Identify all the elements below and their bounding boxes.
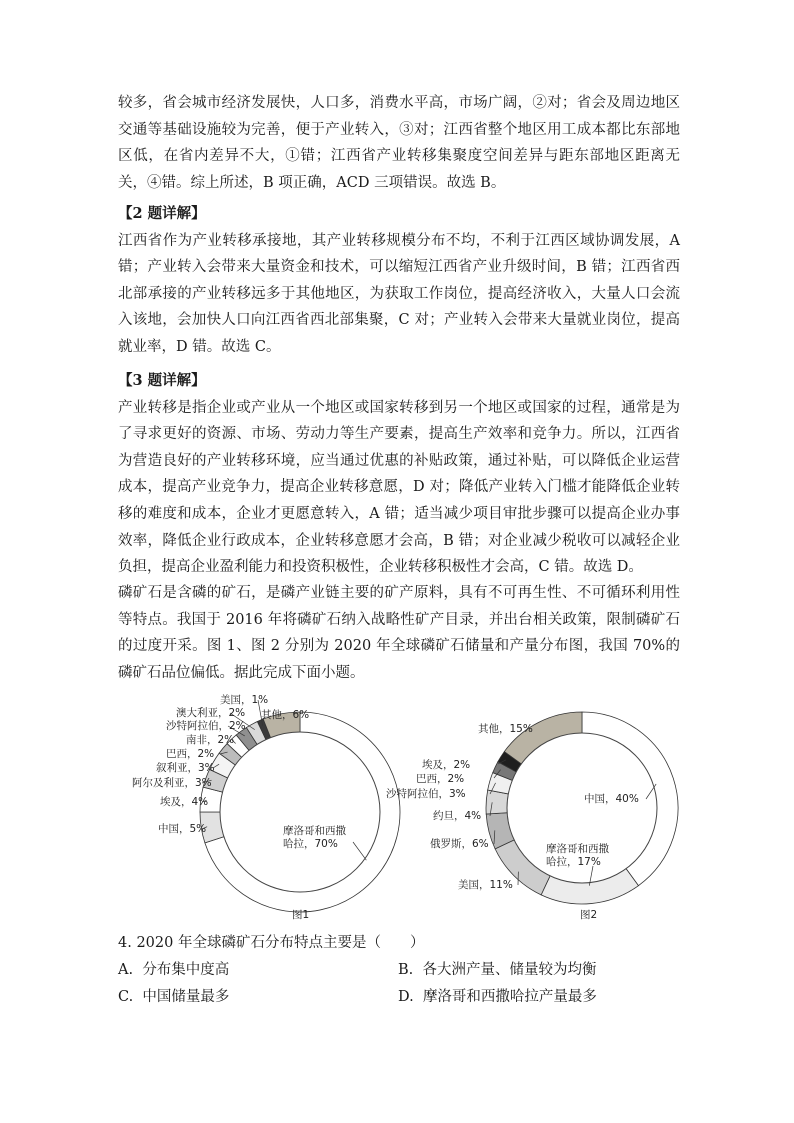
section-heading: 【2 题详解】 — [118, 205, 206, 222]
slice-label: 摩洛哥和西撒 — [283, 825, 346, 837]
slice-label: 南非，2% — [186, 734, 235, 746]
paragraph-text: 较多，省会城市经济发展快，人口多，消费水平高，市场广阔，②对；省会及周边地区交通等基础设施较为完善，便于产业转入，③对；江西省整个地区用工成本都比东部地区低，在省内差异不大，①错；江西省产业转移集聚度空间差异与距东部地区距离无关，④错。综上所述，B 项正确，ACD 三项错误。故选 B。 — [118, 95, 680, 191]
figure-caption: 图2 — [580, 909, 598, 921]
slice-label: 叙利亚，3% — [156, 762, 215, 774]
slice-label: 哈拉，17% — [546, 856, 601, 868]
slice-label: 俄罗斯，6% — [430, 838, 489, 850]
figure-1-reserves-donut — [120, 692, 400, 926]
slice-label: 沙特阿拉伯，3% — [386, 788, 466, 800]
slice-label: 中国，5% — [158, 823, 207, 835]
figure-2-production-donut — [386, 710, 678, 928]
question-stem: 4. 2020 年全球磷矿石分布特点主要是（ ） — [118, 935, 425, 951]
paragraph-text: 磷矿石是含磷的矿石，是磷产业链主要的矿产原料，具有不可再生性、不可循环利用性等特点。我国于 2016 年将磷矿石纳入战略性矿产目录，并出台相关政策，限制磷矿石的过度开采。图 1、图 2 分别为 2020 年全球磷矿石储量和产量分布图，我国 70%的磷矿石品位偏低。据此完成下面小题。 — [118, 585, 680, 681]
slice-label: 埃及，2% — [422, 759, 471, 771]
slice-label: 澳大利亚，2% — [176, 707, 246, 719]
answer-section-2 — [118, 201, 680, 361]
slice-label: 其他，6% — [261, 709, 310, 721]
option-a[interactable]: A. 分布集中度高 — [118, 962, 230, 978]
slice-label: 其他，15% — [478, 723, 533, 735]
donut-hole — [220, 732, 380, 892]
option-c[interactable]: C. 中国储量最多 — [118, 989, 230, 1005]
slice-label: 巴西，2% — [416, 773, 465, 785]
material-paragraph — [118, 580, 680, 686]
slice-label: 阿尔及利亚，3% — [132, 777, 212, 789]
paragraph-text: 产业转移是指企业或产业从一个地区或国家转移到另一个地区或国家的过程，通常是为了寻求更好的资源、市场、劳动力等生产要素，提高生产效率和竞争力。所以，江西省为营造良好的产业转移环境，应当通过优惠的补贴政策，通过补贴，可以降低企业运营成本，提高产业竞争力，提高企业转移意愿，D 对；降低产业转入门槛才能降低企业转移的难度和成本，企业才更愿意转入，A 错；适当减少项目审批步骤可以提高企业办事效率，降低企业行政成本，企业转移意愿才会高，B 错；对企业减少税收可以减轻企业负担，提高企业盈利能力和投资积极性，企业转移积极性才会高，C 错。故选 D。 — [118, 399, 680, 576]
paragraph-text: 江西省作为产业转移承接地，其产业转移规模分布不均，不利于江西区域协调发展，A 错；产业转入会带来大量资金和技术，可以缩短江西省产业升级时间，B 错；江西省西北部承接的产业转移远多于其他地区，为获取工作岗位，提高经济收入，大量人口会流入该地，会加快人口向江西省西北部集聚，C 对；产业转入会带来大量就业岗位，提高就业率，D 错。故选 C。 — [118, 232, 680, 355]
slice-label: 美国，1% — [220, 694, 269, 706]
slice-label: 摩洛哥和西撒 — [546, 843, 609, 855]
section-heading: 【3 题详解】 — [118, 372, 206, 389]
slice-label: 中国，40% — [584, 793, 639, 805]
slice-label: 美国，11% — [458, 879, 513, 891]
figure-caption: 图1 — [292, 909, 310, 921]
donut-chart-2 — [386, 710, 678, 928]
slice-label: 沙特阿拉伯，2% — [166, 720, 246, 732]
option-d[interactable]: D. 摩洛哥和西撒哈拉产量最多 — [398, 989, 597, 1005]
donut-chart-1 — [120, 692, 400, 926]
answer-paragraph-1 — [118, 90, 680, 196]
answer-section-3 — [118, 368, 680, 581]
slice-label: 埃及，4% — [160, 796, 209, 808]
option-b[interactable]: B. 各大洲产量、储量较为均衡 — [398, 962, 597, 978]
slice-label: 约旦，4% — [433, 810, 482, 822]
slice-label: 哈拉，70% — [283, 838, 338, 850]
slice-label: 巴西，2% — [166, 748, 215, 760]
